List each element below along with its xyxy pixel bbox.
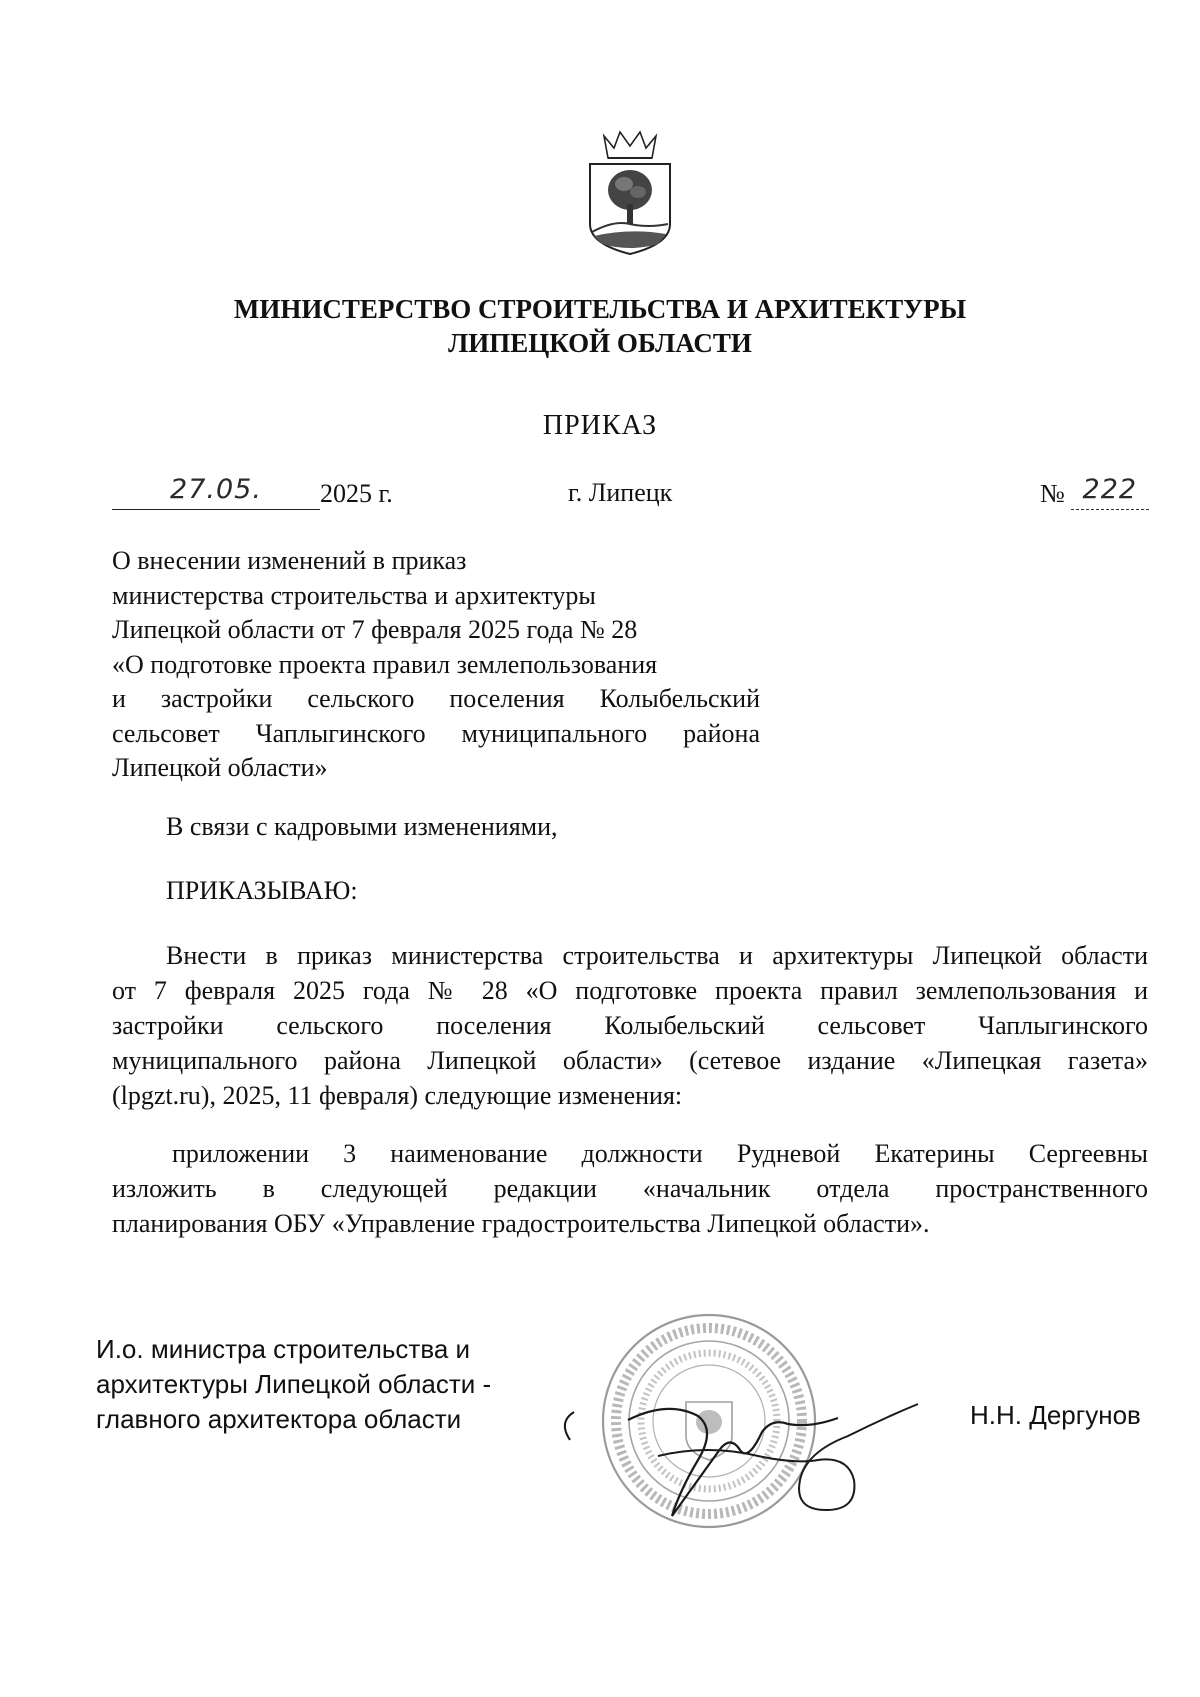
amendment-paragraph [112, 1136, 1148, 1241]
body-line: муниципального района Липецкой области» (сетевое издание «Липецкая газета» [112, 1046, 1148, 1075]
body-line: Внести в приказ министерства строительства и архитектуры Липецкой области [166, 941, 1148, 970]
body-line: планирования ОБУ «Управление градостроительства Липецкой области». [112, 1209, 930, 1238]
signer-name: Н.Н. Дергунов [970, 1400, 1141, 1430]
organization-name [0, 292, 1200, 360]
order-date [112, 474, 393, 510]
coat-of-arms-emblem [584, 128, 676, 256]
handwritten-signature [548, 1360, 928, 1540]
order-keyword: ПРИКАЗЫВАЮ: [166, 876, 358, 905]
subject-line: Липецкой области» [112, 753, 328, 782]
order-subject [112, 544, 760, 786]
subject-line: и застройки сельского поселения Колыбельский [112, 684, 760, 713]
body-line: изложить в следующей редакции «начальник отдела пространственного [112, 1174, 1148, 1203]
subject-line: «О подготовке проекта правил землепользования [112, 649, 658, 679]
signer-title [96, 1332, 491, 1437]
reason-paragraph: В связи с кадровыми изменениями, [166, 812, 558, 841]
subject-line: О внесении изменений в приказ [112, 546, 467, 575]
organization-line-2: ЛИПЕЦКОЙ ОБЛАСТИ [448, 328, 752, 358]
subject-line: Липецкой области от 7 февраля 2025 года № 28 [112, 615, 638, 644]
number-sign: № [1040, 479, 1065, 508]
body-line: (lpgzt.ru), 2025, 11 февраля) следующие изменения: [112, 1081, 683, 1110]
signer-title-line: И.о. министра строительства и [96, 1334, 471, 1364]
date-field [112, 474, 320, 510]
handwritten-number: 222 [1082, 474, 1138, 505]
body-line: от 7 февраля 2025 года № 28 «О подготовке проекта правил землепользования и [112, 976, 1148, 1005]
body-line: застройки сельского поселения Колыбельский сельсовет Чаплыгинского [112, 1011, 1148, 1040]
order-city: г. Липецк [568, 478, 673, 507]
organization-line-1: МИНИСТЕРСТВО СТРОИТЕЛЬСТВА И АРХИТЕКТУРЫ [233, 294, 967, 324]
signer-title-line: главного архитектора области [96, 1404, 462, 1434]
subject-line: министерства строительства и архитектуры [112, 580, 596, 610]
document-type-title: ПРИКАЗ [542, 410, 658, 441]
number-field [1071, 474, 1149, 510]
signer-title-line: архитектуры Липецкой области - [96, 1369, 492, 1399]
handwritten-date: 27.05. [170, 474, 262, 505]
order-body-paragraph [112, 938, 1148, 1113]
body-line: приложении 3 наименование должности Рудневой Екатерины Сергеевны [172, 1139, 1148, 1168]
order-number [1040, 474, 1149, 510]
subject-line: сельсовет Чаплыгинского муниципального района [112, 718, 760, 748]
date-year: 2025 г. [320, 479, 393, 508]
